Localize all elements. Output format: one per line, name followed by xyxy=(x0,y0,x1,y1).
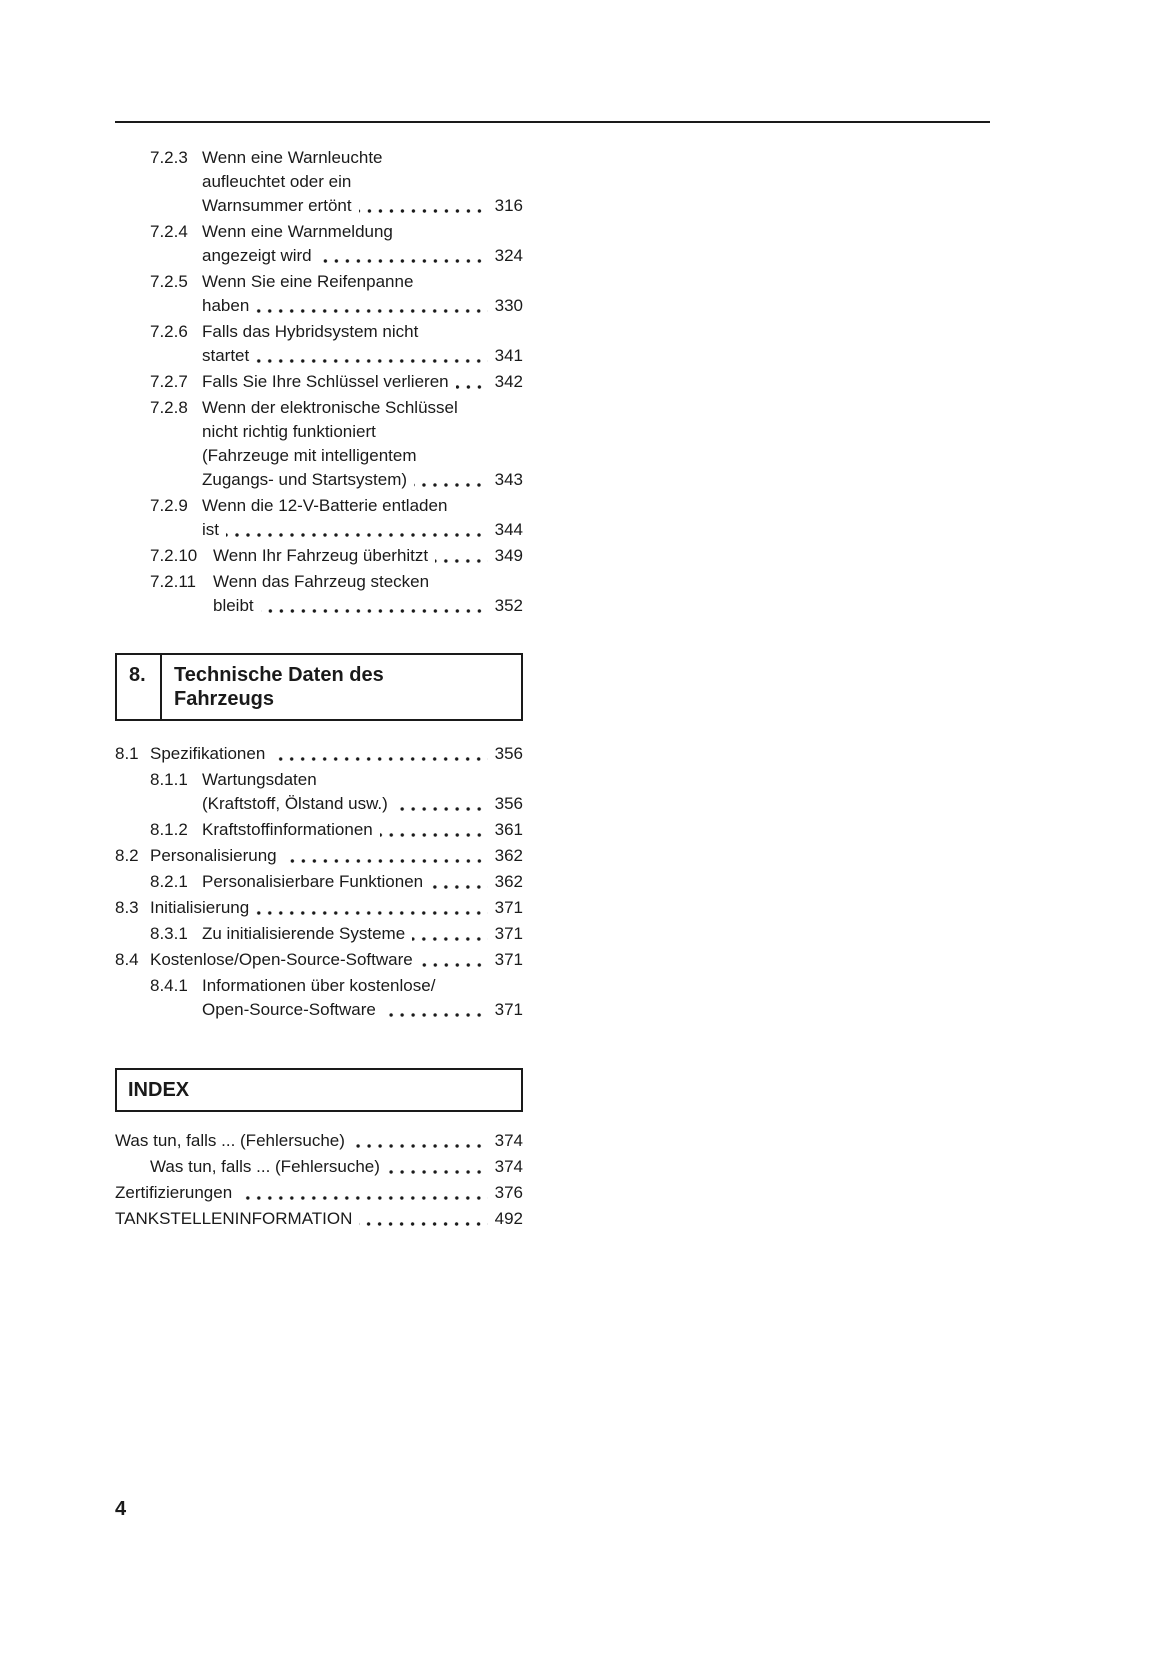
toc-entry xyxy=(115,544,523,568)
toc-entry xyxy=(115,896,523,920)
toc-entry-page: 362 xyxy=(494,846,523,865)
toc-entry-text-line: Initialisierung xyxy=(150,898,250,917)
toc-entry-text-line: nicht richtig funktioniert xyxy=(202,422,376,441)
dot-leader xyxy=(412,922,490,946)
toc-entry-text-line: Open-Source-Software xyxy=(202,1000,376,1019)
toc-entry-number: 7.2.11 xyxy=(150,572,197,591)
toc-entry xyxy=(115,320,523,368)
toc-entry-text-line: Kostenlose/Open-Source-Software xyxy=(150,950,413,969)
toc-entry-text-line: Wenn eine Warnmeldung xyxy=(202,222,393,241)
dot-leader xyxy=(284,844,490,868)
toc-entry-page: 356 xyxy=(494,794,523,813)
toc-entry-text-line: Wenn Ihr Fahrzeug überhitzt xyxy=(213,546,429,565)
chapter-number: 8. xyxy=(117,655,162,719)
toc-entry-page: 492 xyxy=(494,1209,523,1228)
toc-entry-page: 371 xyxy=(494,1000,523,1019)
toc-entry-last-line xyxy=(202,194,523,218)
toc-entry-page: 316 xyxy=(494,196,523,215)
toc-entry-last-line xyxy=(202,792,523,816)
dot-leader xyxy=(239,1181,490,1205)
chapter-title-line: Technische Daten des xyxy=(174,664,384,686)
toc-entry-page: 371 xyxy=(494,898,523,917)
toc-entry-text-line: (Kraftstoff, Ölstand usw.) xyxy=(202,794,388,813)
toc-entry-number: 8.1 xyxy=(115,744,139,763)
toc-entry-text-line: Zertifizierungen xyxy=(115,1183,233,1202)
dot-leader xyxy=(319,244,490,268)
toc-entry xyxy=(115,1155,523,1179)
toc-entry-page: 376 xyxy=(494,1183,523,1202)
toc-entry-last-line xyxy=(202,244,523,268)
index-heading-box xyxy=(115,1068,523,1112)
toc-entry-last-line xyxy=(202,294,523,318)
dot-leader xyxy=(387,1155,490,1179)
toc-entry-text-line: Was tun, falls ... (Fehlersuche) xyxy=(115,1131,345,1150)
toc-entry-last-line xyxy=(115,1129,523,1153)
toc-entry-last-line xyxy=(115,1207,523,1231)
dot-leader xyxy=(420,948,490,972)
toc-entry-number: 7.2.3 xyxy=(150,148,188,167)
toc-entry-page: 371 xyxy=(494,924,523,943)
toc-entry-number: 8.1.1 xyxy=(150,770,188,789)
dot-leader xyxy=(380,818,490,842)
toc-entry-number: 7.2.9 xyxy=(150,496,188,515)
toc-entry-text-line: Personalisierbare Funktionen xyxy=(202,872,424,891)
toc-entry xyxy=(115,370,523,394)
toc-entry-number: 7.2.7 xyxy=(150,372,188,391)
toc-entry-text-line: Wenn das Fahrzeug stecken xyxy=(213,572,430,591)
toc-entry-number: 8.3.1 xyxy=(150,924,188,943)
toc-entry-page: 356 xyxy=(494,744,523,763)
toc-entry-last-line xyxy=(202,370,523,394)
toc-entry-text-line: Wenn Sie eine Reifenpanne xyxy=(202,272,414,291)
dot-leader xyxy=(226,518,490,542)
toc-entry xyxy=(115,1129,523,1153)
toc-entry-last-line xyxy=(213,594,523,618)
toc-entry-text-line: Warnsummer ertönt xyxy=(202,196,352,215)
toc-entry xyxy=(115,844,523,868)
toc-entry xyxy=(115,494,523,542)
toc-list-chapter8 xyxy=(115,742,523,1022)
toc-entry-page: 343 xyxy=(494,470,523,489)
toc-entry-text-line: (Fahrzeuge mit intelligentem xyxy=(202,446,417,465)
toc-entry xyxy=(115,768,523,816)
toc-entry-page: 341 xyxy=(494,346,523,365)
toc-entry-text-line: Wartungsdaten xyxy=(202,770,317,789)
toc-entry-number: 8.3 xyxy=(115,898,139,917)
toc-entry-page: 371 xyxy=(494,950,523,969)
toc-entry-last-line xyxy=(150,1155,523,1179)
toc-entry-text-line: Wenn der elektronische Schlüssel xyxy=(202,398,458,417)
toc-entry-page: 362 xyxy=(494,872,523,891)
toc-entry-number: 7.2.10 xyxy=(150,546,198,565)
dot-leader xyxy=(435,544,490,568)
toc-entry-last-line xyxy=(150,844,523,868)
toc-entry-page: 352 xyxy=(494,596,523,615)
dot-leader xyxy=(359,194,490,218)
toc-entry-text-line: Personalisierung xyxy=(150,846,277,865)
dot-leader xyxy=(456,370,490,394)
toc-entry-number: 8.2 xyxy=(115,846,139,865)
toc-entry-number: 8.2.1 xyxy=(150,872,188,891)
page-number: 4 xyxy=(115,1498,127,1520)
toc-entry xyxy=(115,570,523,618)
toc-entry-page: 374 xyxy=(494,1131,523,1150)
toc-entry-text-line: Spezifikationen xyxy=(150,744,266,763)
toc-entry xyxy=(115,1181,523,1205)
chapter-8-heading-box xyxy=(115,653,523,721)
toc-entry-page: 342 xyxy=(494,372,523,391)
toc-entry-number: 7.2.8 xyxy=(150,398,188,417)
toc-entry-last-line xyxy=(202,518,523,542)
toc-entry xyxy=(115,922,523,946)
dot-leader xyxy=(256,294,490,318)
toc-entry-number: 8.4.1 xyxy=(150,976,188,995)
toc-entry-text-line: Falls das Hybridsystem nicht xyxy=(202,322,419,341)
toc-entry xyxy=(115,1207,523,1231)
toc-entry-text-line: angezeigt wird xyxy=(202,246,312,265)
dot-leader xyxy=(256,896,490,920)
toc-entry-text-line: Zugangs- und Startsystem) xyxy=(202,470,408,489)
toc-entry-last-line xyxy=(213,544,523,568)
toc-entry-number: 8.1.2 xyxy=(150,820,188,839)
toc-entry-text-line: Falls Sie Ihre Schlüssel verlieren xyxy=(202,372,449,391)
toc-entry xyxy=(115,948,523,972)
toc-entry xyxy=(115,396,523,492)
toc-entry-last-line xyxy=(202,922,523,946)
toc-entry xyxy=(115,220,523,268)
index-title: INDEX xyxy=(128,1078,190,1101)
toc-entry-last-line xyxy=(150,896,523,920)
toc-entry-last-line xyxy=(202,870,523,894)
toc-entry xyxy=(115,870,523,894)
toc-entry-page: 324 xyxy=(494,246,523,265)
toc-entry-last-line xyxy=(115,1181,523,1205)
toc-entry-page: 374 xyxy=(494,1157,523,1176)
toc-entry-last-line xyxy=(150,742,523,766)
toc-entry-text-line: Informationen über kostenlose/ xyxy=(202,976,436,995)
toc-entry xyxy=(115,742,523,766)
dot-leader xyxy=(414,468,490,492)
toc-entry-text-line: Zu initialisierende Systeme xyxy=(202,924,406,943)
table-of-contents xyxy=(115,0,523,1233)
toc-entry-text-line: haben xyxy=(202,296,250,315)
dot-leader xyxy=(352,1129,490,1153)
dot-leader xyxy=(272,742,490,766)
toc-entry-page: 330 xyxy=(494,296,523,315)
toc-entry-last-line xyxy=(202,468,523,492)
toc-list-index xyxy=(115,1129,523,1231)
toc-entry-page: 361 xyxy=(494,820,523,839)
dot-leader xyxy=(256,344,490,368)
toc-entry-text-line: TANKSTELLENINFORMATION xyxy=(115,1209,353,1228)
toc-entry xyxy=(115,974,523,1022)
toc-entry-text-line: Wenn eine Warnleuchte xyxy=(202,148,383,167)
chapter-title-line: Fahrzeugs xyxy=(174,688,275,710)
dot-leader xyxy=(430,870,490,894)
dot-leader xyxy=(395,792,490,816)
toc-entry-number: 7.2.4 xyxy=(150,222,188,241)
toc-entry-text-line: startet xyxy=(202,346,250,365)
toc-entry-number: 8.4 xyxy=(115,950,139,969)
toc-entry-last-line xyxy=(202,818,523,842)
toc-entry-text-line: aufleuchtet oder ein xyxy=(202,172,352,191)
toc-entry-number: 7.2.5 xyxy=(150,272,188,291)
toc-list-chapter7 xyxy=(115,146,523,618)
toc-entry-text-line: ist xyxy=(202,520,219,539)
toc-entry-page: 349 xyxy=(494,546,523,565)
toc-entry xyxy=(115,146,523,218)
toc-entry-text-line: Kraftstoffinformationen xyxy=(202,820,373,839)
toc-entry-number: 7.2.6 xyxy=(150,322,188,341)
chapter-title xyxy=(162,655,394,719)
toc-entry-text-line: Was tun, falls ... (Fehlersuche) xyxy=(150,1157,380,1176)
toc-entry-last-line xyxy=(202,998,523,1022)
toc-entry-last-line xyxy=(202,344,523,368)
toc-entry-page: 344 xyxy=(494,520,523,539)
dot-leader xyxy=(359,1207,490,1231)
toc-entry xyxy=(115,818,523,842)
toc-entry xyxy=(115,270,523,318)
toc-entry-last-line xyxy=(150,948,523,972)
toc-entry-text-line: Wenn die 12-V-Batterie entladen xyxy=(202,496,448,515)
dot-leader xyxy=(383,998,490,1022)
toc-entry-text-line: bleibt xyxy=(213,596,254,615)
dot-leader xyxy=(261,594,490,618)
